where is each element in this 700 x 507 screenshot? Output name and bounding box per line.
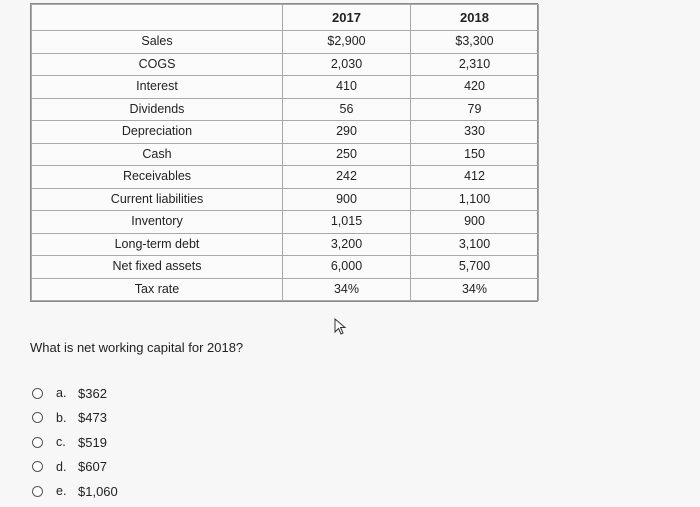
- table-row: [32, 233, 539, 256]
- value-2018: 420: [411, 76, 539, 99]
- choice-letter: d.: [56, 459, 67, 474]
- choice-e[interactable]: [32, 479, 118, 504]
- value-2018: 2,310: [411, 53, 539, 76]
- radio-button[interactable]: [32, 388, 43, 399]
- financial-data-table: [30, 3, 538, 302]
- value-2017: 410: [283, 76, 411, 99]
- header-blank-cell: [32, 5, 283, 31]
- radio-button[interactable]: [32, 461, 43, 472]
- choice-value: $519: [78, 434, 107, 450]
- value-2017: 3,200: [283, 233, 411, 256]
- row-label: Inventory: [32, 211, 283, 234]
- value-2018: 3,100: [411, 233, 539, 256]
- value-2018: 150: [411, 143, 539, 166]
- value-2018: 5,700: [411, 256, 539, 279]
- table-row: [32, 98, 539, 121]
- value-2017: 1,015: [283, 211, 411, 234]
- value-2018: 412: [411, 166, 539, 189]
- row-label: Sales: [32, 31, 283, 54]
- row-label: Net fixed assets: [32, 256, 283, 279]
- radio-button[interactable]: [32, 437, 43, 448]
- value-2017: 2,030: [283, 53, 411, 76]
- value-2018: $3,300: [411, 31, 539, 54]
- value-2018: 900: [411, 211, 539, 234]
- value-2018: 1,100: [411, 188, 539, 211]
- mouse-pointer-icon: [334, 318, 348, 336]
- value-2017: 250: [283, 143, 411, 166]
- row-label: Tax rate: [32, 278, 283, 301]
- value-2017: 290: [283, 121, 411, 144]
- radio-button[interactable]: [32, 486, 43, 497]
- row-label: COGS: [32, 53, 283, 76]
- choice-letter: c.: [56, 435, 66, 450]
- choice-c[interactable]: [32, 430, 118, 455]
- choice-value: $1,060: [78, 483, 118, 499]
- table-row: [32, 278, 539, 301]
- table-row: [32, 166, 539, 189]
- choice-value: $473: [78, 410, 107, 426]
- value-2017: 56: [283, 98, 411, 121]
- choice-d[interactable]: [32, 455, 118, 480]
- choice-b[interactable]: [32, 406, 118, 431]
- row-label: Long-term debt: [32, 233, 283, 256]
- value-2018: 330: [411, 121, 539, 144]
- choice-letter: a.: [56, 386, 67, 401]
- header-2018: 2018: [411, 5, 539, 31]
- table-row: [32, 188, 539, 211]
- value-2017: 900: [283, 188, 411, 211]
- table-row: [32, 76, 539, 99]
- row-label: Dividends: [32, 98, 283, 121]
- row-label: Receivables: [32, 166, 283, 189]
- table-row: [32, 211, 539, 234]
- value-2018: 79: [411, 98, 539, 121]
- table-row: [32, 121, 539, 144]
- value-2017: $2,900: [283, 31, 411, 54]
- choice-value: $607: [78, 459, 107, 475]
- choice-letter: e.: [56, 484, 67, 499]
- choice-value: $362: [78, 385, 107, 401]
- radio-button[interactable]: [32, 412, 43, 423]
- table-row: [32, 53, 539, 76]
- row-label: Interest: [32, 76, 283, 99]
- table-row: [32, 256, 539, 279]
- answer-choices: [32, 381, 118, 504]
- header-2017: 2017: [283, 5, 411, 31]
- row-label: Depreciation: [32, 121, 283, 144]
- question-text: What is net working capital for 2018?: [30, 340, 244, 355]
- row-label: Current liabilities: [32, 188, 283, 211]
- table-row: [32, 143, 539, 166]
- value-2017: 34%: [283, 278, 411, 301]
- choice-a[interactable]: [32, 381, 118, 406]
- row-label: Cash: [32, 143, 283, 166]
- value-2018: 34%: [411, 278, 539, 301]
- value-2017: 242: [283, 166, 411, 189]
- value-2017: 6,000: [283, 256, 411, 279]
- choice-letter: b.: [56, 410, 67, 425]
- table-row: [32, 31, 539, 54]
- table-header-row: [32, 5, 539, 31]
